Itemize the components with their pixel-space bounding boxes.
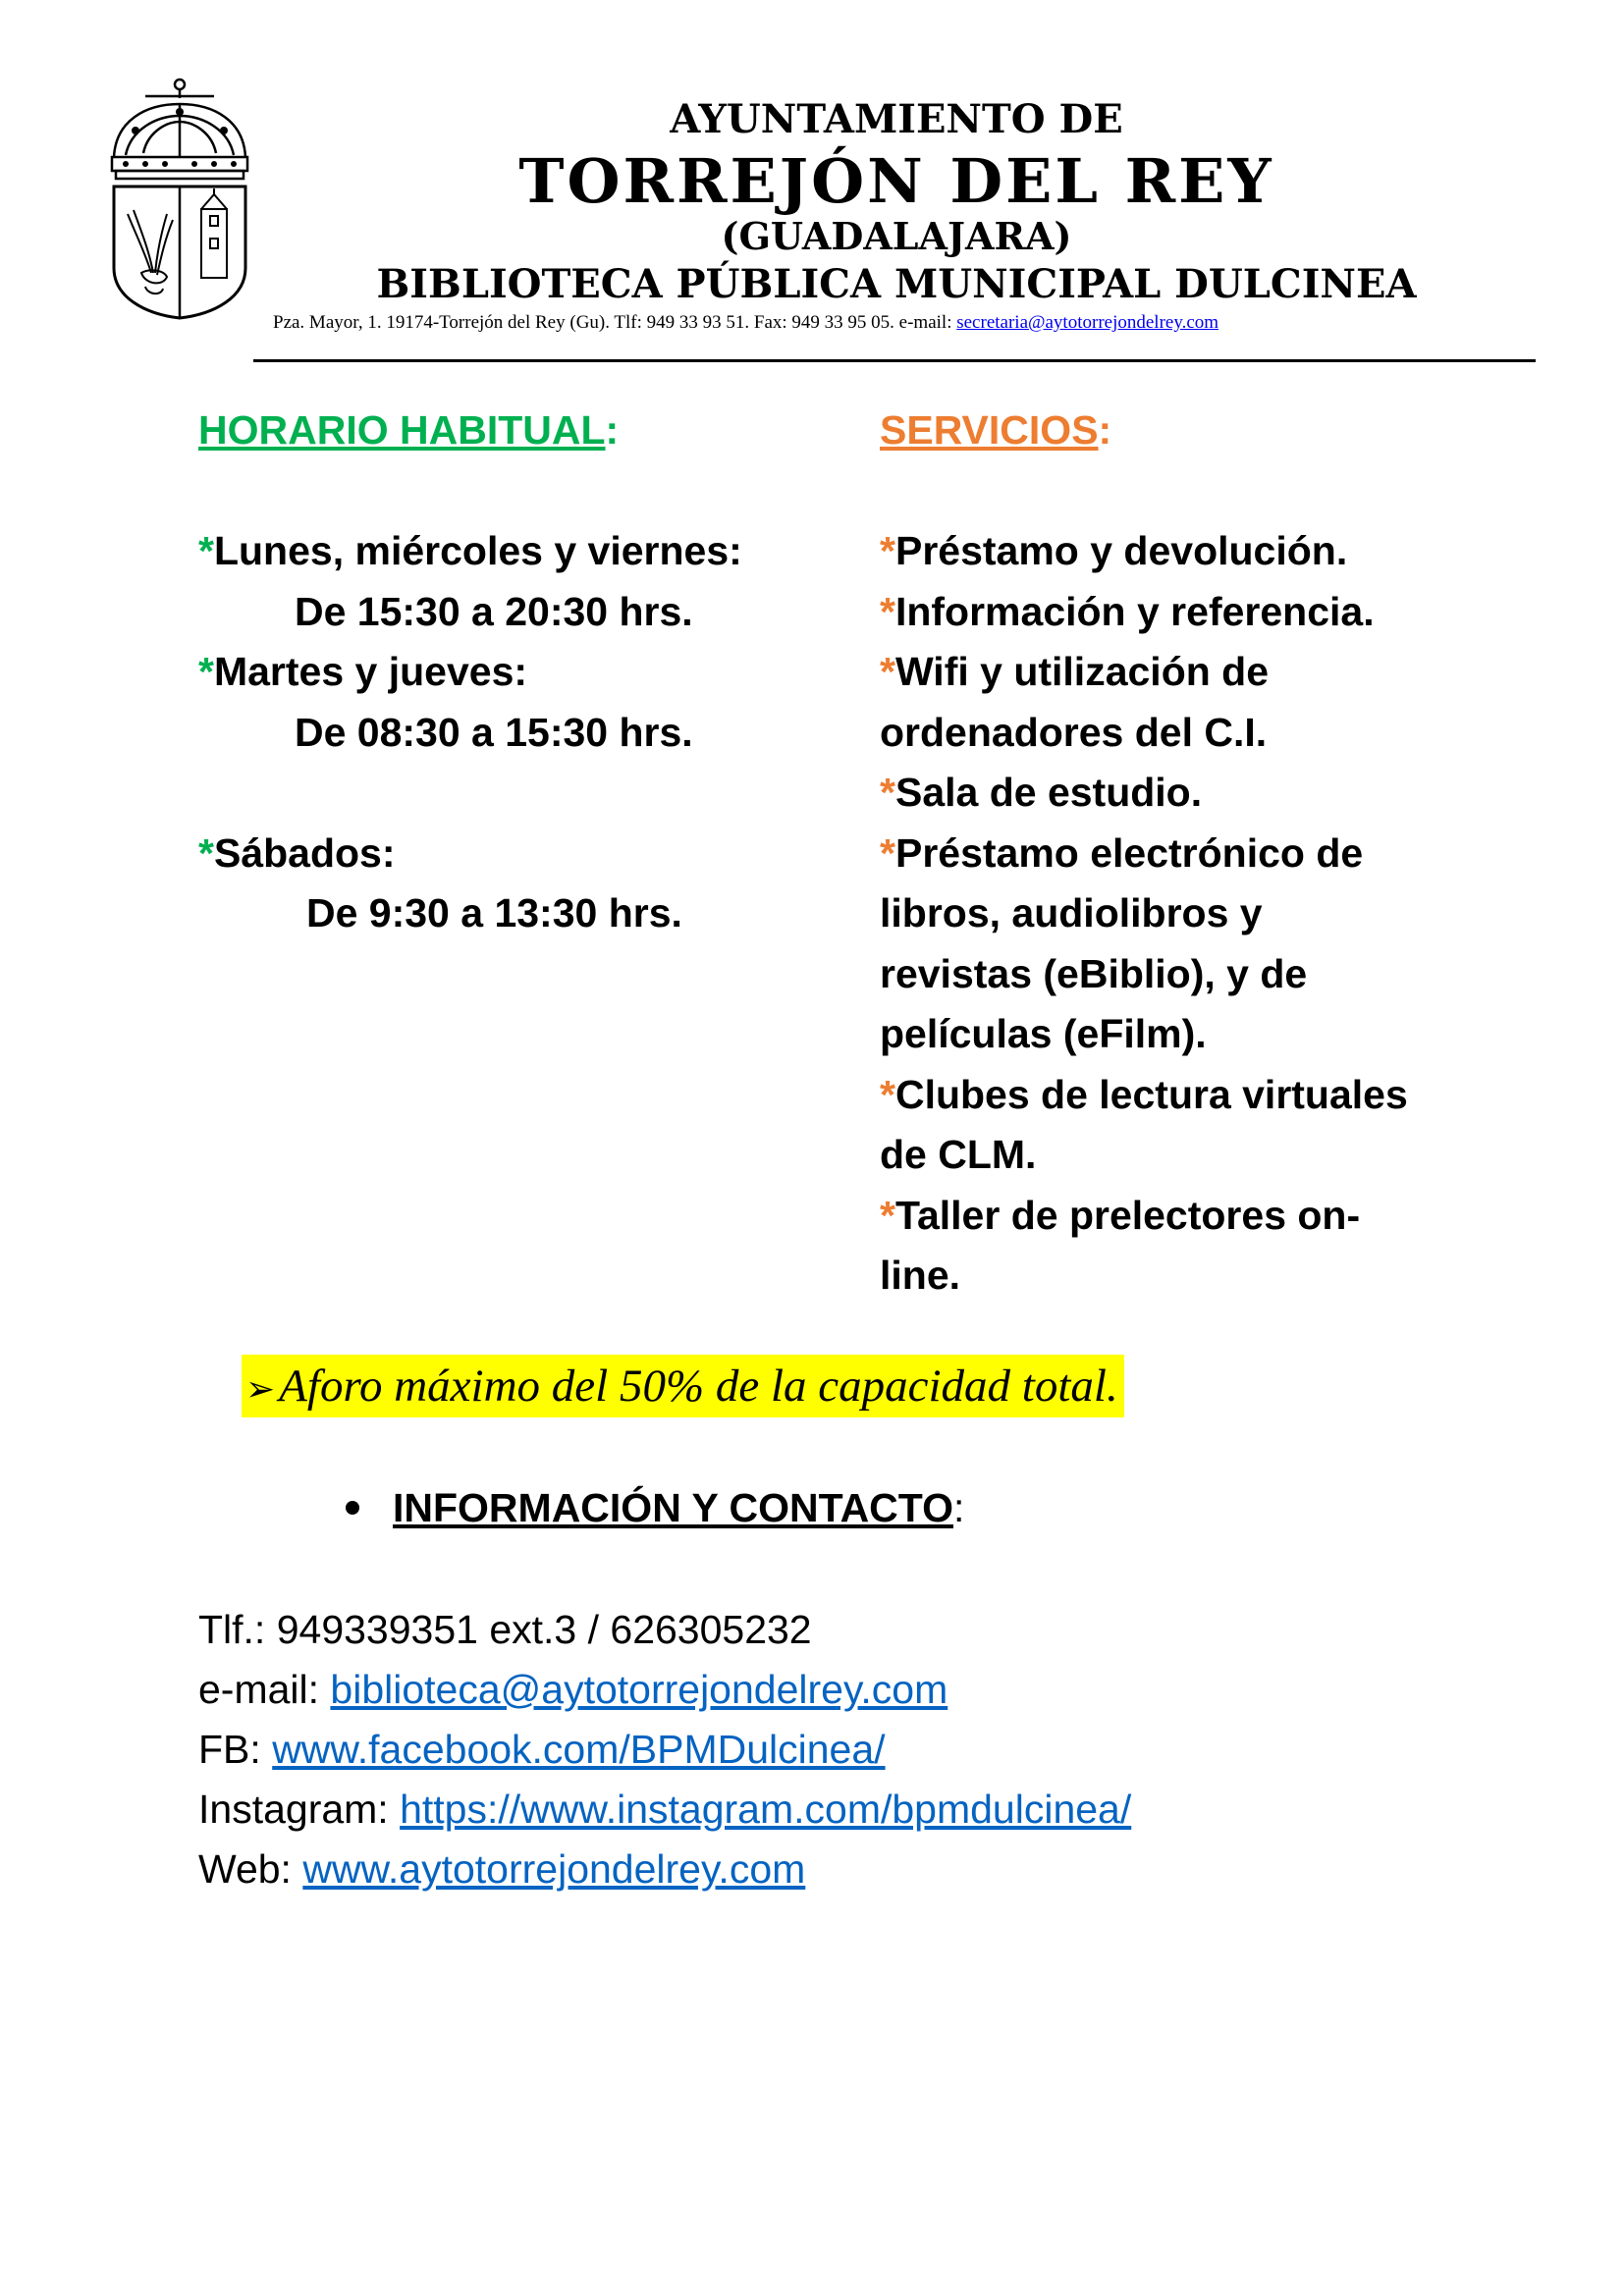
horario-star: * [198, 649, 214, 694]
servicio-item-cont: libros, audiolibros y [880, 890, 1263, 935]
servicio-text: Préstamo y devolución. [894, 528, 1348, 573]
capacity-notice-text: Aforo máximo del 50% de la capacidad total. [279, 1361, 1118, 1412]
email-label: e-mail: [198, 1667, 331, 1712]
servicio-item-cont: ordenadores del C.I. [880, 709, 1268, 755]
contact-heading [346, 1478, 964, 1537]
contact-details [198, 1600, 1131, 1899]
coat-of-arms-logo [106, 77, 253, 322]
servicio-text: Wifi y utilización de [894, 649, 1270, 694]
servicio-text: Préstamo electrónico de [894, 829, 1364, 876]
arrow-bullet-icon: ➢ [245, 1369, 276, 1410]
horario-hours-1: De 15:30 a 20:30 hrs. [295, 588, 693, 634]
instagram-label: Instagram: [198, 1787, 401, 1832]
servicios-section [880, 400, 1469, 1307]
servicio-star: * [880, 1071, 895, 1117]
days-text: Sábados: [213, 829, 396, 876]
contact-phone: Tlf.: 949339351 ext.3 / 626305232 [198, 1607, 812, 1652]
contact-facebook-row [198, 1720, 1131, 1780]
servicio-item [880, 1065, 1469, 1126]
facebook-label: FB: [198, 1727, 273, 1772]
horario-days-2 [198, 642, 846, 703]
servicio-item-cont: line. [880, 1253, 961, 1298]
contact-email-row [198, 1660, 1131, 1720]
servicio-item [880, 521, 1469, 582]
web-label: Web: [198, 1846, 303, 1892]
capacity-notice [242, 1355, 1124, 1417]
servicio-item [880, 824, 1469, 884]
servicios-title: SERVICIOS [880, 407, 1099, 453]
website-link[interactable]: www.aytotorrejondelrey.com [302, 1846, 806, 1892]
header-divider [253, 359, 1536, 362]
horario-colon: : [605, 407, 620, 453]
servicio-text: Clubes de lectura virtuales [894, 1071, 1408, 1117]
servicio-item-cont: revistas (eBiblio), y de [880, 950, 1308, 996]
servicio-item [880, 1186, 1469, 1247]
days-text: Lunes, miércoles y viernes: [213, 528, 742, 573]
facebook-link[interactable]: www.facebook.com/BPMDulcinea/ [272, 1727, 886, 1772]
horario-days-3 [198, 824, 846, 884]
servicio-star: * [880, 829, 895, 876]
horario-hours-3: De 9:30 a 13:30 hrs. [306, 890, 682, 935]
servicio-text: Taller de prelectores on- [894, 1192, 1361, 1238]
servicios-colon: : [1098, 407, 1112, 453]
servicios-heading [880, 400, 1469, 461]
contact-instagram-row [198, 1780, 1131, 1840]
horario-star: * [198, 829, 214, 876]
header-town-name: TORREJÓN DEL REY [518, 145, 1274, 217]
servicio-star: * [880, 770, 895, 815]
horario-days-1 [198, 521, 846, 582]
servicio-item [880, 582, 1469, 643]
header-province: (GUADALAJARA) [721, 214, 1072, 258]
header-address [273, 312, 1218, 334]
contact-web-row [198, 1840, 1131, 1899]
servicio-item [880, 642, 1469, 703]
servicio-item-cont: de CLM. [880, 1132, 1037, 1177]
servicio-text: Sala de estudio. [894, 770, 1203, 815]
horario-section [198, 400, 846, 944]
servicio-star: * [880, 528, 895, 573]
servicio-star: * [880, 1192, 895, 1238]
servicio-star: * [880, 588, 895, 634]
library-email-link[interactable]: biblioteca@aytotorrejondelrey.com [330, 1667, 948, 1712]
servicio-item-cont: películas (eFilm). [880, 1011, 1207, 1056]
header-line-ayuntamiento: AYUNTAMIENTO DE [670, 96, 1123, 142]
servicio-text: Información y referencia. [894, 588, 1375, 634]
servicio-star: * [880, 649, 895, 694]
header-library-name: BIBLIOTECA PÚBLICA MUNICIPAL DULCINEA [376, 261, 1417, 307]
days-text: Martes y jueves: [213, 649, 528, 694]
contact-title: INFORMACIÓN Y CONTACTO [393, 1485, 953, 1530]
horario-star: * [198, 528, 214, 573]
horario-title: HORARIO HABITUAL [198, 407, 606, 453]
bullet-icon [346, 1501, 359, 1515]
horario-heading [198, 400, 846, 461]
servicio-item [880, 763, 1469, 824]
secretaria-email-link[interactable]: secretaria@aytotorrejondelrey.com [956, 312, 1219, 333]
address-text: Pza. Mayor, 1. 19174-Torrejón del Rey (Gu). Tlf: 949 33 93 51. Fax: 949 33 95 05. e-mail: [273, 312, 957, 333]
contact-colon: : [952, 1485, 965, 1530]
horario-hours-2: De 08:30 a 15:30 hrs. [295, 709, 693, 755]
instagram-link[interactable]: https://www.instagram.com/bpmdulcinea/ [400, 1787, 1132, 1832]
